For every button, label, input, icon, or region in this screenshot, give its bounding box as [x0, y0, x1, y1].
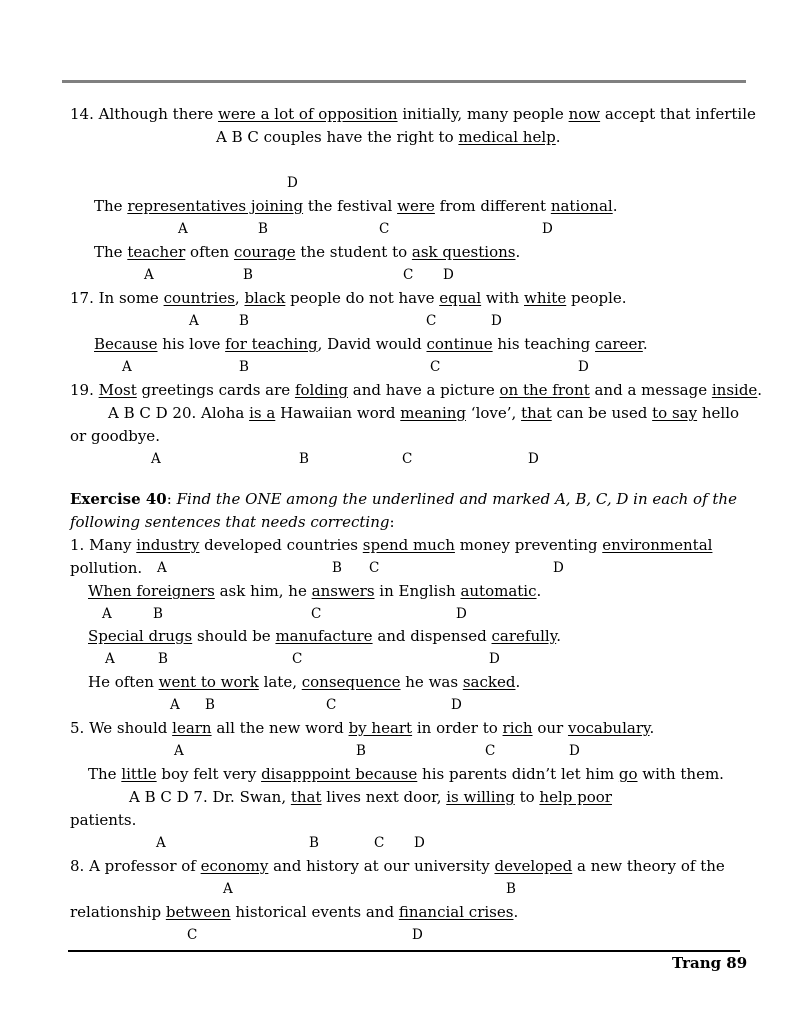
- option-b: spend much: [362, 536, 455, 554]
- header-rule: [62, 80, 746, 83]
- question-20-line2: or goodbye.: [70, 427, 160, 445]
- label-b: B: [205, 697, 215, 713]
- page-number: Trang 89: [672, 954, 748, 972]
- label-a: A: [223, 881, 233, 897]
- label-b: B: [506, 881, 516, 897]
- label-b: B: [299, 451, 309, 467]
- label-a: A: [174, 743, 184, 759]
- option-c: ask questions: [411, 243, 516, 261]
- exercise-1-line2: pollution.: [70, 559, 143, 577]
- label-c: C: [430, 359, 441, 375]
- option-d: environmental: [602, 536, 713, 554]
- option-a: teacher: [127, 243, 186, 261]
- option-d: vocabulary: [567, 719, 650, 737]
- label-d: D: [451, 697, 462, 713]
- label-b: B: [239, 313, 249, 329]
- exercise-6-line: The little boy felt very disapppoint because his parents didn’t let him go with them.: [88, 765, 724, 783]
- option-a: Because: [94, 335, 158, 353]
- label-d: D: [569, 743, 580, 759]
- label-b: B: [158, 651, 168, 667]
- exercise-8-line1: 8. A professor of economy and history at our university developed a new theory of the: [70, 857, 725, 875]
- option-b: is willing: [446, 788, 515, 806]
- label-c: C: [187, 927, 198, 943]
- question-17-line: 17. In some countries, black people do not have equal with white people.: [70, 289, 627, 307]
- question-16-line: The teacher often courage the student to ask questions.: [94, 243, 521, 261]
- option-a: that: [290, 788, 322, 806]
- option-c: rich: [502, 719, 533, 737]
- label-b: B: [332, 560, 342, 576]
- question-19-line: 19. Most greetings cards are folding and have a picture on the front and a message inside.: [70, 381, 763, 399]
- option-c: manufacture: [275, 627, 373, 645]
- option-c: on the front: [499, 381, 590, 399]
- label-a: A: [189, 313, 199, 329]
- label-a: A: [156, 835, 166, 851]
- label-c: C: [369, 560, 380, 576]
- option-c: help poor: [539, 788, 612, 806]
- option-d: sacked: [462, 673, 516, 691]
- label-b: B: [153, 606, 163, 622]
- option-a: economy: [200, 857, 269, 875]
- label-a: A: [157, 560, 167, 576]
- label-a: A: [178, 221, 188, 237]
- exercise-8-line2: relationship between historical events and financial crises.: [70, 903, 519, 921]
- option-c: national: [550, 197, 613, 215]
- question-18-line: Because his love for teaching, David would continue his teaching career.: [94, 335, 648, 353]
- option-a: Most: [98, 381, 137, 399]
- label-d: D: [528, 451, 539, 467]
- option-d: go: [618, 765, 638, 783]
- exercise-5-line: 5. We should learn all the new word by heart in order to rich our vocabulary.: [70, 719, 655, 737]
- label-d: D: [489, 651, 500, 667]
- label-d: D: [578, 359, 589, 375]
- label-a: A: [105, 651, 115, 667]
- label-b: B: [243, 267, 253, 283]
- option-c: equal: [439, 289, 482, 307]
- label-c: C: [403, 267, 414, 283]
- label-d: D: [412, 927, 423, 943]
- exercise-1-line1: 1. Many industry developed countries spend much money preventing environmental: [70, 536, 713, 554]
- option-a: learn: [172, 719, 212, 737]
- label-d: D: [491, 313, 502, 329]
- option-b: now: [568, 105, 601, 123]
- option-b: folding: [294, 381, 348, 399]
- question-14-label-d: D: [287, 175, 298, 191]
- label-b: B: [258, 221, 268, 237]
- option-a: is a: [249, 404, 276, 422]
- label-b: B: [356, 743, 366, 759]
- label-c: C: [374, 835, 385, 851]
- label-a: A: [151, 451, 161, 467]
- option-a: were a lot of opposition: [218, 105, 398, 123]
- exercise-40-instruction: following sentences that needs correcting:: [70, 513, 395, 531]
- question-14-line1: 14. Although there were a lot of opposition initially, many people now accept that infertile: [70, 105, 756, 123]
- label-c: C: [292, 651, 303, 667]
- option-a: industry: [136, 536, 200, 554]
- option-c: between: [165, 903, 231, 921]
- label-d: D: [414, 835, 425, 851]
- exercise-4-line: He often went to work late, consequence he was sacked.: [88, 673, 521, 691]
- option-b: black: [244, 289, 286, 307]
- option-d: automatic: [460, 582, 537, 600]
- label-c: C: [402, 451, 413, 467]
- option-c: continue: [426, 335, 493, 353]
- option-d: to say: [652, 404, 698, 422]
- option-b: went to work: [158, 673, 259, 691]
- option-c: consequence: [301, 673, 401, 691]
- footer-rule: [68, 950, 740, 952]
- option-b: disapppoint because: [261, 765, 418, 783]
- option-a: Special drugs: [88, 627, 193, 645]
- label-a: A: [144, 267, 154, 283]
- option-b: courage: [233, 243, 296, 261]
- option-d: carefully: [491, 627, 557, 645]
- label-a: A: [170, 697, 180, 713]
- label-c: C: [379, 221, 390, 237]
- label-b: B: [309, 835, 319, 851]
- question-20-line1: A B C D 20. Aloha is a Hawaiian word meaning ‘love’, that can be used to say hello: [108, 404, 740, 422]
- label-a: A: [102, 606, 112, 622]
- option-b: for teaching: [225, 335, 318, 353]
- exercise-3-line: Special drugs should be manufacture and dispensed carefully.: [88, 627, 561, 645]
- exercise-7-line1: A B C D 7. Dr. Swan, that lives next door, is willing to help poor: [129, 788, 612, 806]
- option-c: answers: [311, 582, 375, 600]
- exercise-2-line: When foreigners ask him, he answers in English automatic.: [88, 582, 542, 600]
- option-b: by heart: [348, 719, 413, 737]
- option-d: white: [524, 289, 567, 307]
- label-c: C: [326, 697, 337, 713]
- label-c: C: [485, 743, 496, 759]
- option-c: that: [521, 404, 552, 422]
- option-b: developed: [494, 857, 573, 875]
- question-14-line2: A B C couples have the right to medical help.: [216, 128, 561, 146]
- question-15-line: The representatives joining the festival were from different national.: [94, 197, 618, 215]
- option-a: little: [121, 765, 157, 783]
- exercise-title: Exercise 40: [70, 490, 167, 508]
- label-a: A: [122, 359, 132, 375]
- option-a: countries: [163, 289, 235, 307]
- option-d: career: [595, 335, 643, 353]
- label-d: D: [456, 606, 467, 622]
- label-d: D: [542, 221, 553, 237]
- option-d: medical help: [458, 128, 556, 146]
- label-c: C: [311, 606, 322, 622]
- option-b: were: [397, 197, 435, 215]
- exercise-7-line2: patients.: [70, 811, 137, 829]
- option-b: meaning: [400, 404, 467, 422]
- label-c: C: [426, 313, 437, 329]
- option-d: inside: [711, 381, 758, 399]
- exercise-40-heading: Exercise 40: Find the ONE among the underlined and marked A, B, C, D in each of the: [70, 490, 737, 508]
- option-a: When foreigners: [88, 582, 215, 600]
- label-b: B: [239, 359, 249, 375]
- label-d: D: [443, 267, 454, 283]
- label-d: D: [553, 560, 564, 576]
- option-d: financial crises: [398, 903, 514, 921]
- option-a: representatives joining: [127, 197, 304, 215]
